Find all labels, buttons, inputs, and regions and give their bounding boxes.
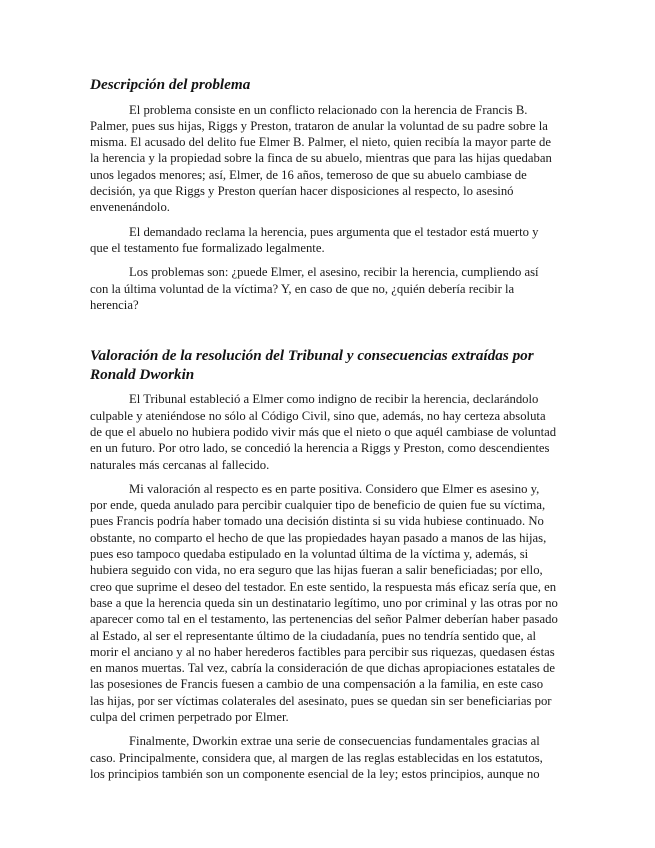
section-spacer <box>90 321 559 347</box>
paragraph: El problema consiste en un conflicto relacionado con la herencia de Francis B. Palmer, pues sus hijas, Riggs y Preston, trataron de anular la voluntad de su padre sobre la misma. El acusado del delito fue Elmer B. Palmer, el nieto, quien recibía la mayor parte de la herencia y la propiedad sobre la finca de su abuelo, mientras que para las hijas quedaban unos legados menores; así, Elmer, de 16 años, temeroso de que su abuelo cambiase de decisión, ya que Riggs y Preston querían hacer disposiciones al respecto, lo asesinó envenenándolo. <box>90 102 552 215</box>
section-heading-problem-description: Descripción del problema <box>90 76 251 93</box>
paragraph: El Tribunal estableció a Elmer como indigno de recibir la herencia, declarándolo culpable y ateniéndose no sólo al Código Civil, sino que, además, no hay certeza absoluta de que el abuelo no hubiera podido vivir más que el nieto o que aquél cambiase de voluntad en un futuro. Por otro lado, se concedió la herencia a Riggs y Preston, como descendientes naturales más cercanas al fallecido. <box>90 392 557 472</box>
paragraph: Finalmente, Dworkin extrae una serie de consecuencias fundamentales gracias al caso. Principalmente, considera que, al margen de las reglas establecidas en los estatutos, los principios también son un componente esencial de la ley; estos principios, aunque no <box>90 734 543 781</box>
paragraph: Los problemas son: ¿puede Elmer, el asesino, recibir la herencia, cumpliendo así con la última voluntad de la víctima? Y, en caso de que no, ¿quién debería recibir la herencia? <box>90 265 539 312</box>
paragraph: El demandado reclama la herencia, pues argumenta que el testador está muerto y que el testamento fue formalizado legalmente. <box>90 224 539 255</box>
section-heading-tribunal-assessment: Valoración de la resolución del Tribunal y consecuencias extraídas por Ronald Dworkin <box>90 347 534 383</box>
paragraph: Mi valoración al respecto es en parte positiva. Considero que Elmer es asesino y, por ende, queda anulado para percibir cualquier tipo de beneficio de quien fue su víctima, pues Francis podría haber tomado una decisión distinta si su vida hubiese continuado. No obstante, no comparto el hecho de que las propiedades hayan pasado a manos de las hijas, pues eso tampoco quedaba estipulado en la voluntad última de la víctima y, además, si hubiera seguido con vida, no era seguro que las hijas fueran a salir beneficiadas; por ello, creo que suprime el deseo del testador. En este sentido, la respuesta más eficaz sería que, en base a que la herencia queda sin un destinatario legítimo, uno por criminal y las otras por no aparecer como tal en el testamento, las pertenencias del señor Palmer deberían haber pasado al Estado, al ser el representante último de la ciudadanía, pues no tendría sentido que, al morir el anciano y al no haber herederos factibles para percibir sus riquezas, quedasen éstas en manos muertas. Tal vez, cabría la consideración de que dichas apropiaciones estatales de las posesiones de Francis fuesen a cambio de una compensación a la familia, en este caso las hijas, por ser víctimas colaterales del asesinato, pues se quedan sin ser beneficiarias por culpa del crimen perpetrado por Elmer. <box>90 481 558 724</box>
